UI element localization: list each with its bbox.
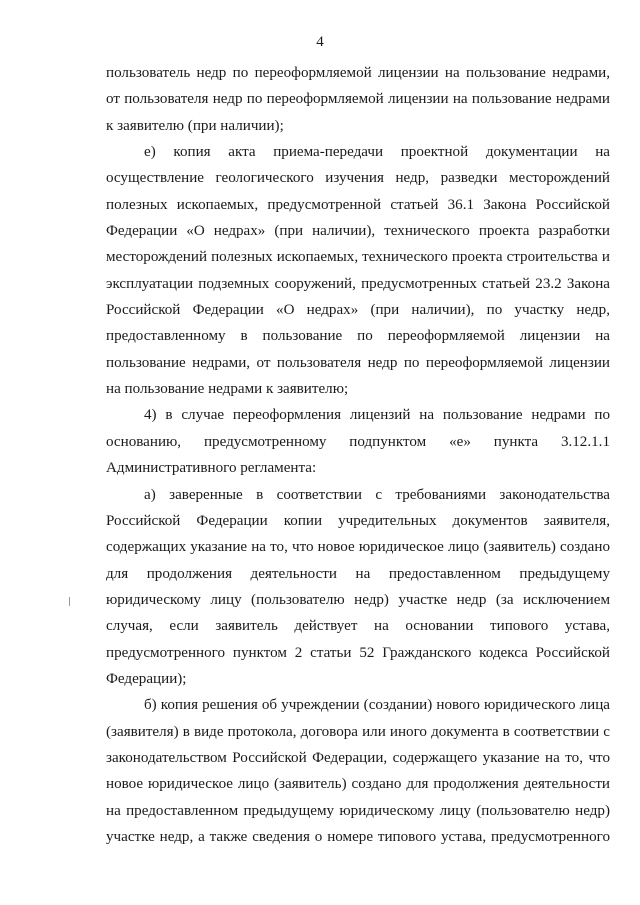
text-line: б) копия решения об учреждении (создании) нового юридического лица (144, 697, 610, 714)
text-line: для продолжения деятельности на предоставленном предыдущему (106, 565, 610, 582)
text-line: случая, если заявитель действует на основании типового устава, (106, 618, 610, 635)
text-line: полезных ископаемых, предусмотренной статьей 36.1 Закона Российской (106, 196, 610, 213)
text-line: Российской Федерации «О недрах» (при наличии), по участку недр, (106, 302, 610, 319)
text-line: пользователь недр по переоформляемой лицензии на пользование недрами, (106, 65, 610, 81)
paragraph-continuation (106, 60, 610, 139)
document-body (106, 60, 610, 850)
text-line: предоставленному в пользование по переоформляемой лицензии на (106, 328, 610, 345)
text-line: новое юридическое лицо (заявитель) создано для продолжения деятельности (106, 776, 610, 793)
paragraph-item-4 (106, 402, 610, 481)
text-line: от пользователя недр по переоформляемой лицензии на пользование недрами (106, 91, 610, 108)
text-line: участке недр, а также сведения о номере типового устава, предусмотренного (106, 828, 610, 845)
text-line: на предоставленном предыдущему юридическому лицу (пользователю недр) (106, 802, 610, 819)
text-line: е) копия акта приема-передачи проектной документации на (144, 144, 610, 161)
text-line: на пользование недрами к заявителю; (106, 381, 349, 398)
text-line: Федерации «О недрах» (при наличии), технического проекта разработки (106, 223, 610, 240)
text-line: законодательством Российской Федерации, содержащего указание на то, что (106, 749, 610, 766)
paragraph-item-e (106, 139, 610, 402)
text-line: юридическому лицу (пользователю недр) участке недр (за исключением (106, 591, 610, 608)
text-line: Административного регламента: (106, 460, 317, 477)
scan-margin-mark (69, 597, 70, 606)
text-line: месторождений полезных ископаемых, технического проекта строительства и (106, 249, 610, 266)
text-line: 4) в случае переоформления лицензий на пользование недрами по (144, 407, 610, 424)
text-line: пользование недрами, от пользователя недр по переоформляемой лицензии (106, 354, 610, 371)
text-line: содержащих указание на то, что новое юридическое лицо (заявитель) создано (106, 539, 610, 556)
page-number: 4 (316, 34, 324, 50)
paragraph-item-a (106, 482, 610, 693)
text-line: эксплуатации подземных сооружений, предусмотренных статьей 23.2 Закона (106, 275, 610, 292)
text-line: предусмотренного пунктом 2 статьи 52 Гражданского кодекса Российской (106, 644, 610, 661)
text-line: осуществление геологического изучения недр, разведки месторождений (106, 170, 610, 187)
text-line: к заявителю (при наличии); (106, 117, 284, 134)
text-line: Российской Федерации копии учредительных документов заявителя, (106, 512, 610, 529)
text-line: (заявителя) в виде протокола, договора или иного документа в соответствии с (106, 723, 610, 740)
text-line: основанию, предусмотренному подпунктом «е» пункта 3.12.1.1 (106, 433, 610, 450)
paragraph-item-b (106, 692, 610, 850)
text-line: а) заверенные в соответствии с требованиями законодательства (144, 486, 610, 503)
text-line: Федерации); (106, 670, 187, 687)
